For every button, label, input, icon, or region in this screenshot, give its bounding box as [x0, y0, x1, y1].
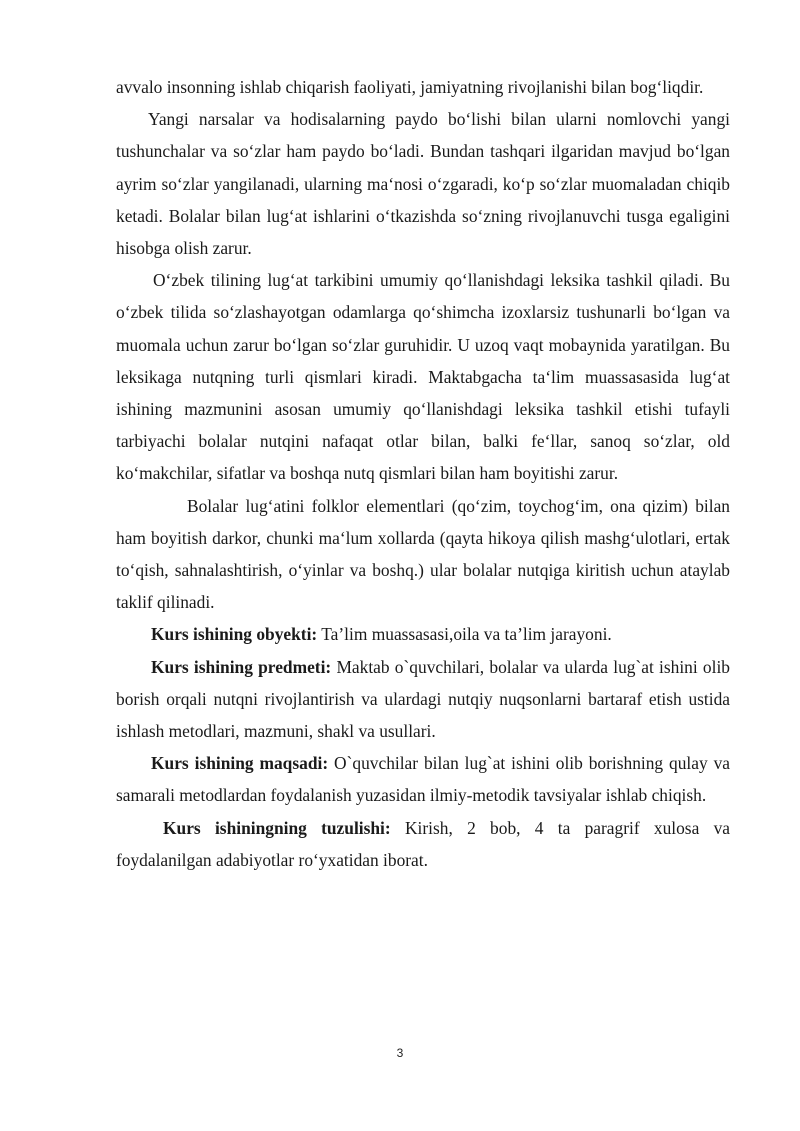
- paragraph-text: Bolalar lug‘atini folklor elementlari (qo‘zim, toychog‘im, ona qizim) bilan ham boyitish darkor, chunki ma‘lum xollarda (qayta hikoya qilish mashg‘ulotlari, ertak to‘qish, sahnalashtirish, o‘yinlar va boshq.) ular bolalar nutqiga kiritish uchun ataylab taklif qilinadi.: [116, 495, 730, 613]
- paragraph-text: O`quvchilar bilan lug`at ishini olib borishning qulay va samarali metodlardan foydalanish yuzasidan ilmiy-metodik tavsiyalar ishlab chiqish.: [116, 753, 731, 806]
- paragraph-folklore: [116, 490, 730, 619]
- paragraph-lexicon: [116, 264, 730, 489]
- paragraph-lead: Kurs ishining obyekti:: [151, 624, 318, 645]
- paragraph-text: O‘zbek tilining lug‘at tarkibini umumiy qo‘llanishdagi leksika tashkil qiladi. Bu o‘zbek tilida so‘zlashayotgan odamlarga qo‘shimcha izoxlarsiz tushunarli bo‘lgan va muomala uchun zarur bo‘lgan so‘zlar guruhidir. U uzoq vaqt mobaynida yaratilgan. Bu leksikaga nutqning turli qismlari kiradi. Maktabgacha ta‘lim muassasasida lug‘at ishining mazmunini asosan umumiy qo‘llanishdagi leksika tashkil etishi tufayli tarbiyachi bolalar nutqini nafaqat otlar bilan, balki fe‘llar, sanoq so‘zlar, old ko‘makchilar, sifatlar va boshqa nutq qismlari bilan ham boyitishi zarur.: [116, 270, 730, 484]
- paragraph-goal: [116, 747, 730, 811]
- paragraph-new-things: [116, 103, 730, 264]
- body-text: [116, 71, 730, 876]
- paragraph-text: Yangi narsalar va hodisalarning paydo bo‘lishi bilan ularni nomlovchi yangi tushunchalar va so‘zlar ham paydo bo‘ladi. Bundan tashqari ilgaridan mavjud bo‘lgan ayrim so‘zlar yangilanadi, ularning ma‘nosi o‘zgaradi, ko‘p so‘zlar muomaladan chiqib ketadi. Bolalar bilan lug‘at ishlarini o‘tkazishda so‘zning rivojlanuvchi tusga egaligini hisobga olish zarur.: [116, 109, 730, 259]
- paragraph-lead: Kurs ishining maqsadi:: [151, 753, 329, 774]
- paragraph-object: [116, 618, 730, 650]
- paragraph-continuation: [116, 71, 730, 103]
- paragraph-structure: [116, 812, 730, 876]
- paragraph-text: Kirish, 2 bob, 4 ta paragrif xulosa va foydalanilgan adabiyotlar ro‘yxatidan iborat.: [116, 817, 730, 870]
- paragraph-lead: Kurs ishining predmeti:: [151, 656, 332, 677]
- page-number: 3: [396, 1046, 404, 1060]
- paragraph-text: avvalo insonning ishlab chiqarish faoliyati, jamiyatning rivojlanishi bilan bog‘liqdir.: [116, 77, 704, 97]
- paragraph-text: Maktab o`quvchilari, bolalar va ularda lug`at ishini olib borish orqali nutqni rivojlantirish va ulardagi nutqiy nuqsonlarni bartaraf etish ustida ishlash metodlari, mazmuni, shakl va usullari.: [116, 656, 730, 742]
- paragraph-text: Ta’lim muassasasi,oila va ta’lim jarayoni.: [317, 624, 612, 645]
- paragraph-subject: [116, 651, 730, 748]
- paragraph-lead: Kurs ishiningning tuzulishi:: [163, 817, 391, 838]
